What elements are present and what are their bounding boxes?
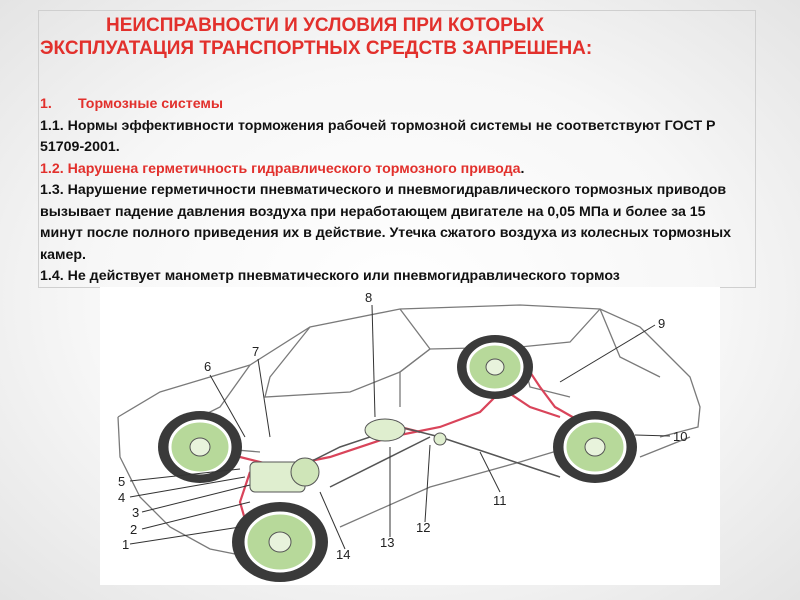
slide-body	[40, 94, 752, 288]
wheel-rear-left	[232, 502, 328, 582]
callout-3: 3	[132, 505, 140, 520]
item-1-4: 1.4. Не действует манометр пневматического или пневмогидравлического тормоз	[40, 268, 620, 284]
item-1-2-line	[40, 159, 752, 181]
callout-8: 8	[365, 290, 373, 305]
slide-title	[40, 14, 740, 60]
title-line-2: ЭКСПЛУАТАЦИЯ ТРАНСПОРТНЫХ СРЕДСТВ ЗАПРЕШЕНА:	[40, 38, 593, 59]
title-line-1: НЕИСПРАВНОСТИ И УСЛОВИЯ ПРИ КОТОРЫХ	[106, 15, 545, 36]
callout-12: 12	[416, 520, 431, 535]
callout-2: 2	[130, 522, 138, 537]
wheel-rear-right	[553, 411, 637, 483]
callout-5: 5	[118, 474, 126, 489]
item-1-2-period: .	[520, 160, 525, 177]
brake-system-diagram	[100, 287, 720, 585]
callout-13: 13	[380, 535, 395, 550]
wheel-front-left	[158, 411, 242, 483]
section-heading	[40, 94, 752, 116]
master-cylinder	[250, 458, 319, 492]
callout-11: 11	[493, 493, 507, 508]
callout-1: 1	[122, 537, 130, 552]
brake-cables	[280, 427, 560, 487]
item-1-2: 1.2. Нарушена герметичность гидравлического тормозного привода	[40, 160, 521, 177]
item-1-1: 1.1. Нормы эффективности торможения рабочей тормозной системы не соответствуют ГОСТ Р 51709-2001.	[40, 117, 716, 155]
wheel-front-right	[457, 335, 533, 399]
section-number: 1.	[40, 96, 52, 112]
callout-14: 14	[336, 547, 351, 562]
section-title: Тормозные системы	[78, 96, 224, 112]
item-1-3: 1.3. Нарушение герметичности пневматического и пневмогидравлического тормозных приводов вызывает падение давления воздуха при неработающем двигателе на 0,05 МПа и более за 15 минут после полного приведения их в действие. Утечка сжатого воздуха из колесных тормозных камер.	[40, 182, 731, 263]
callout-10: 10	[673, 429, 688, 444]
callout-4: 4	[118, 490, 126, 505]
callout-9: 9	[658, 316, 666, 331]
callout-6: 6	[204, 359, 212, 374]
car-brake-illustration	[100, 287, 720, 585]
callout-7: 7	[252, 344, 260, 359]
